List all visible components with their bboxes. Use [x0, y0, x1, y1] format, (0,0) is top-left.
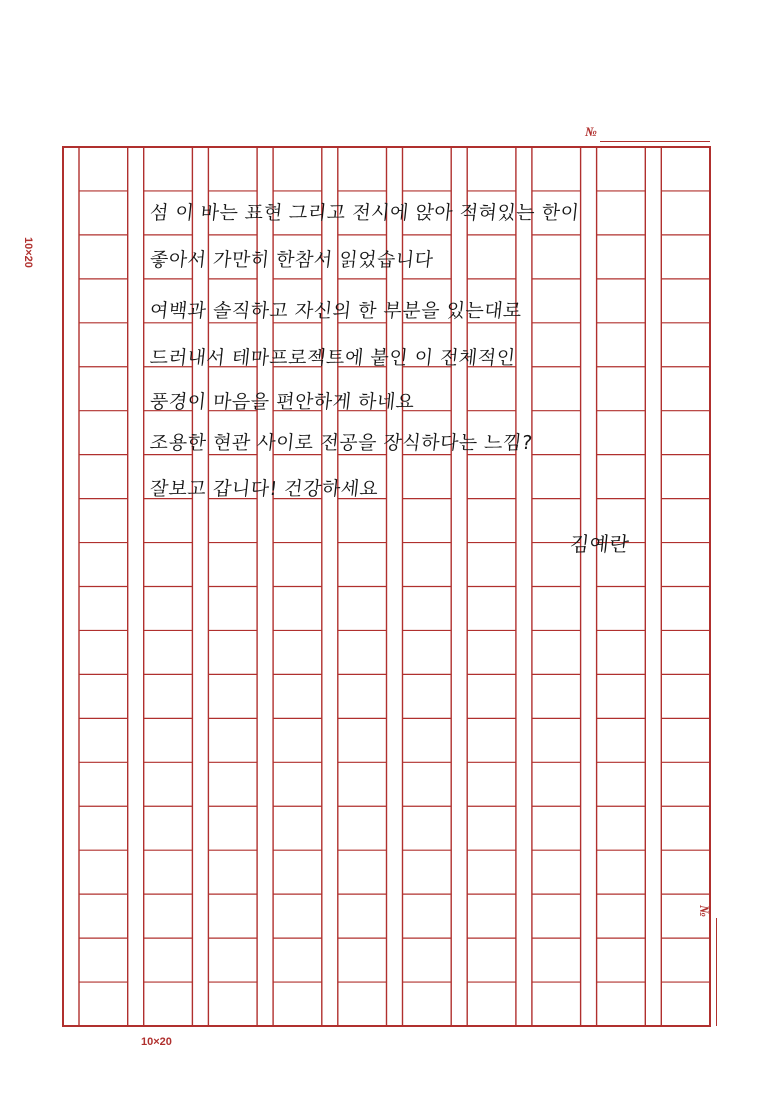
letter-line-2: 좋아서 가만히 한참서 읽었습니다 [148, 249, 435, 271]
letter-line-5: 풍경이 마음을 편안하게 하네요 [148, 391, 416, 413]
signature: 김예란 [568, 532, 631, 556]
side-number-line [716, 918, 717, 1026]
grid-size-label-bottom: 10×20 [141, 1036, 172, 1048]
page-number-line [600, 141, 710, 142]
letter-line-4: 드러내서 테마프로젝트에 붙인 이 전체적인 [148, 347, 517, 369]
side-number-label: № [697, 905, 712, 917]
letter-line-3: 여백과 솔직하고 자신의 한 부분을 있는대로 [148, 300, 524, 322]
page-number-label: № [585, 124, 597, 139]
grid-size-label-left: 10×20 [22, 237, 34, 268]
letter-line-7: 잘보고 갑니다! 건강하세요 [148, 478, 380, 500]
letter-line-1: 섬 이 바는 표현 그리고 전시에 앉아 적혀있는 한이 [148, 202, 581, 224]
letter-line-6: 조용한 현관 사이로 전공을 장식하다는 느낌? [148, 432, 534, 454]
